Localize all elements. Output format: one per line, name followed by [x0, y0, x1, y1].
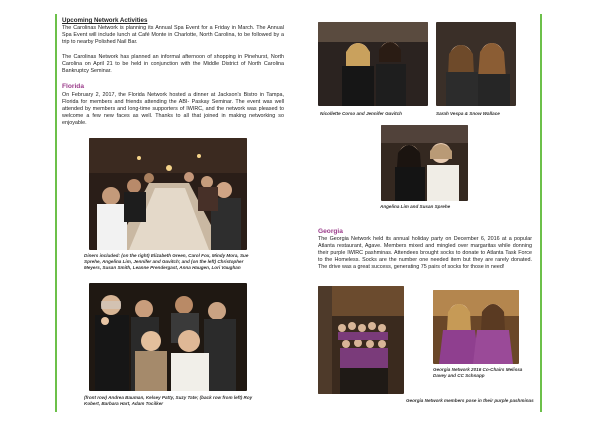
georgia-group-photo	[318, 286, 404, 394]
caption-vespa-wallace: Sarah Vespa & Snow Wallace	[436, 111, 500, 116]
caption-georgia-group: Georgia Network members pose in their purple pashminas	[406, 398, 534, 403]
upcoming-paragraph-1: The Carolinas Network is planning its Annual Spa Event for a Friday in March. The Annual Spa Event will include lunch at Café Monte in Charlotte, North Carolina, to be followed by a trip to nearby Polished Nail Bar.	[62, 25, 284, 45]
florida-dinner-caption: Diners included: (on the right) Elizabeth Green, Carol Fox, Mindy Mora, Sue Sprehe, Angelina Lim, Jennifer and Gavitch; and (on the left) Christopher Meyers, Susan Smith, Leanne Prendergast, Anna Haugen, Lori Vaughan	[84, 253, 249, 270]
florida-heading: Florida	[62, 83, 84, 90]
florida-body: On February 2, 2017, the Florida Network hosted a dinner at Jackson's Bistro in Tampa, Florida for members and friends attending the ABI- Paskay Seminar. The event was well attended by members and long-time supporters of IWIRC, and the network was pleased to welcome a few new faces as well. Thanks to all that joined in making networking so enjoyable.	[62, 92, 284, 126]
photo-corso-gavitch	[318, 22, 428, 106]
caption-lim-sprehe: Angelina Lim and Susan Sprehe	[380, 204, 451, 209]
florida-group-photo	[89, 283, 247, 391]
georgia-body: The Georgia Network held its annual holiday party on December 6, 2016 at a popular Atlanta restaurant, Agave. Members mixed and mingled over margaritas while donning their purple IWIRC pashminas. Attendees brought socks to donate to Atlanta Task Force to the Homeless. Socks are the number one needed item but they are rarely donated. The drive was a great success, generating 75 pairs of socks for those in need!	[318, 236, 532, 270]
right-margin-rule	[540, 14, 542, 412]
photo-vespa-wallace	[436, 22, 516, 106]
left-margin-rule	[55, 14, 57, 412]
florida-group-caption: (front row) Andrea Bauman, Kelsey Patty, Suzy Tate; (back row from left) Roy Kobert, Barbara Hart, Adam Tocilker	[84, 395, 253, 406]
upcoming-paragraph-2: The Carolinas Network has planned an informal afternoon of shopping in Pinehurst, North Carolina on April 21 to be held in conjunction with the Middle District of North Carolina Bankruptcy Seminar.	[62, 54, 284, 74]
upcoming-heading: Upcoming Network Activities	[62, 17, 148, 24]
georgia-heading: Georgia	[318, 228, 343, 235]
photo-lim-sprehe	[381, 125, 468, 201]
caption-cochairs: Georgia Network 2016 Co-Chairs Melissa Davey and CC Schnapp	[433, 367, 523, 378]
florida-dinner-photo	[89, 138, 247, 250]
caption-corso-gavitch: Nicollette Corso and Jennifer Gavitch	[320, 111, 402, 116]
georgia-cochairs-photo	[433, 290, 519, 364]
